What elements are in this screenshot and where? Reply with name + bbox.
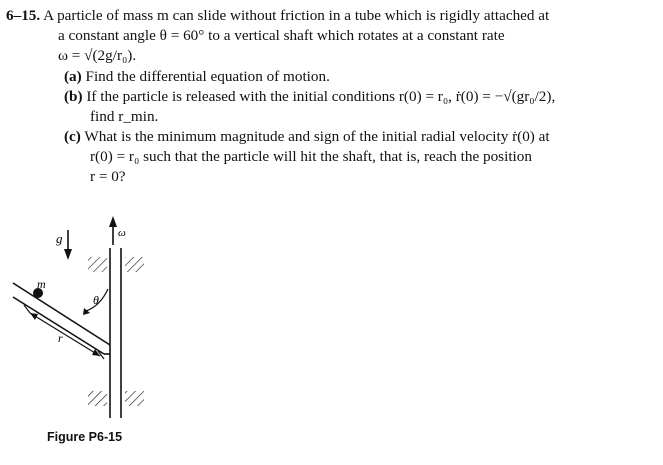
lower-bearing-left (88, 391, 107, 406)
problem-intro-2: a constant angle θ = 60° to a vertical shaft which rotates at a constant rate (58, 27, 505, 44)
figure-caption: Figure P6-15 (47, 430, 123, 444)
part-c-text-3: r = 0? (90, 168, 126, 185)
theta-label: θ (93, 293, 99, 307)
lower-bearing-right (125, 391, 144, 406)
part-c-text-2: r(0) = r₀ such that the particle will hit the shaft, that is, reach the position (90, 148, 532, 165)
vertical-shaft (110, 248, 121, 418)
part-c-text-1: What is the minimum magnitude and sign of the initial radial velocity ṙ(0) at (84, 128, 550, 145)
theta-arrowhead (83, 308, 90, 315)
part-a-label: (a) (64, 68, 82, 85)
r-label: r (58, 331, 63, 345)
part-c-label: (c) (64, 128, 81, 145)
problem-intro-1: A particle of mass m can slide without friction in a tube which is rigidly attached at (43, 7, 550, 24)
omega-arrow (109, 216, 117, 245)
part-b-label: (b) (64, 88, 83, 105)
gravity-arrow (64, 230, 72, 260)
part-b-text-2: find r_min. (90, 108, 159, 125)
gravity-label: g (56, 231, 63, 246)
mass-label: m (37, 277, 46, 291)
part-b-text-1: If the particle is released with the initial conditions r(0) = r₀, ṙ(0) = −√(gr₀/2), (86, 88, 556, 105)
problem-intro-3: ω = √(2g/r₀). (58, 47, 137, 64)
problem-number: 6–15. (6, 7, 41, 24)
r-dimension (24, 305, 104, 359)
upper-bearing-right (125, 257, 144, 272)
part-a-text: Find the differential equation of motion. (85, 68, 330, 85)
omega-label: ω (118, 227, 126, 239)
upper-bearing-left (88, 257, 107, 272)
